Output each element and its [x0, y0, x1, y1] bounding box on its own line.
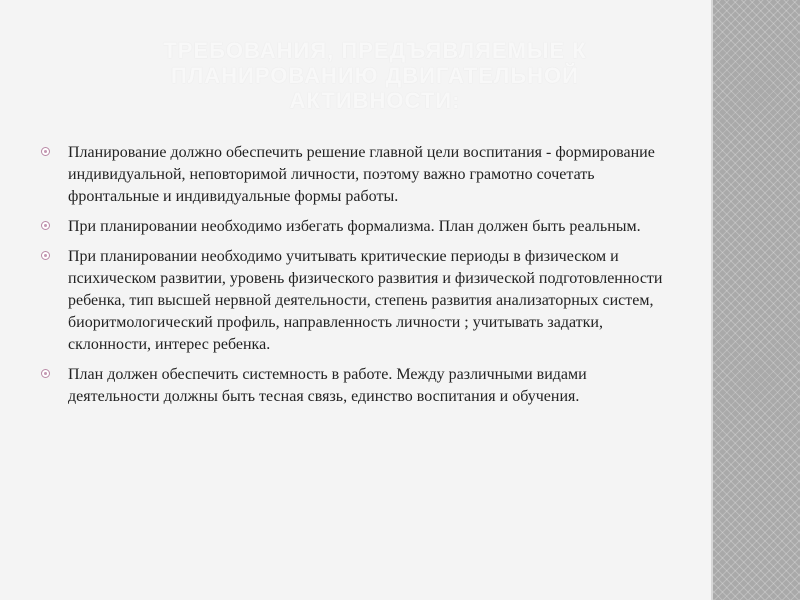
list-item [41, 216, 673, 238]
list-item-text: При планировании необходимо избегать формализма. План должен быть реальным. [68, 218, 641, 235]
circle-bullet-icon [41, 369, 50, 378]
bullet-list [41, 142, 673, 416]
list-item [41, 364, 673, 408]
circle-bullet-icon [41, 147, 50, 156]
slide-title-line-2: ПЛАНИРОВАНИЮ ДВИГАТЕЛЬНОЙ [171, 63, 579, 88]
slide-title-line-3: АКТИВНОСТИ: [289, 88, 461, 113]
circle-bullet-icon [41, 221, 50, 230]
list-item [41, 142, 673, 208]
slide-title [95, 38, 655, 113]
list-item [41, 246, 673, 356]
slide-title-line-1: ТРЕБОВАНИЯ, ПРЕДЪЯВЛЯЕМЫЕ К [163, 38, 587, 63]
list-item-text: При планировании необходимо учитывать критические периоды в физическом и психическом развитии, уровень физического развития и физической подготовленности ребенка, тип высшей нервной деятельности, степень развития анализаторных систем, биоритмологический профиль, направленность личности ; учитывать задатки, склонности, интерес ребенка. [68, 248, 663, 353]
circle-bullet-icon [41, 251, 50, 260]
list-item-text: Планирование должно обеспечить решение главной цели воспитания - формирование индивидуальной, неповторимой личности, поэтому важно грамотно сочетать фронтальные и индивидуальные формы работы. [68, 144, 655, 205]
decorative-side-strip [713, 0, 800, 600]
list-item-text: План должен обеспечить системность в работе. Между различными видами деятельности должны быть тесная связь, единство воспитания и обучения. [68, 366, 587, 405]
